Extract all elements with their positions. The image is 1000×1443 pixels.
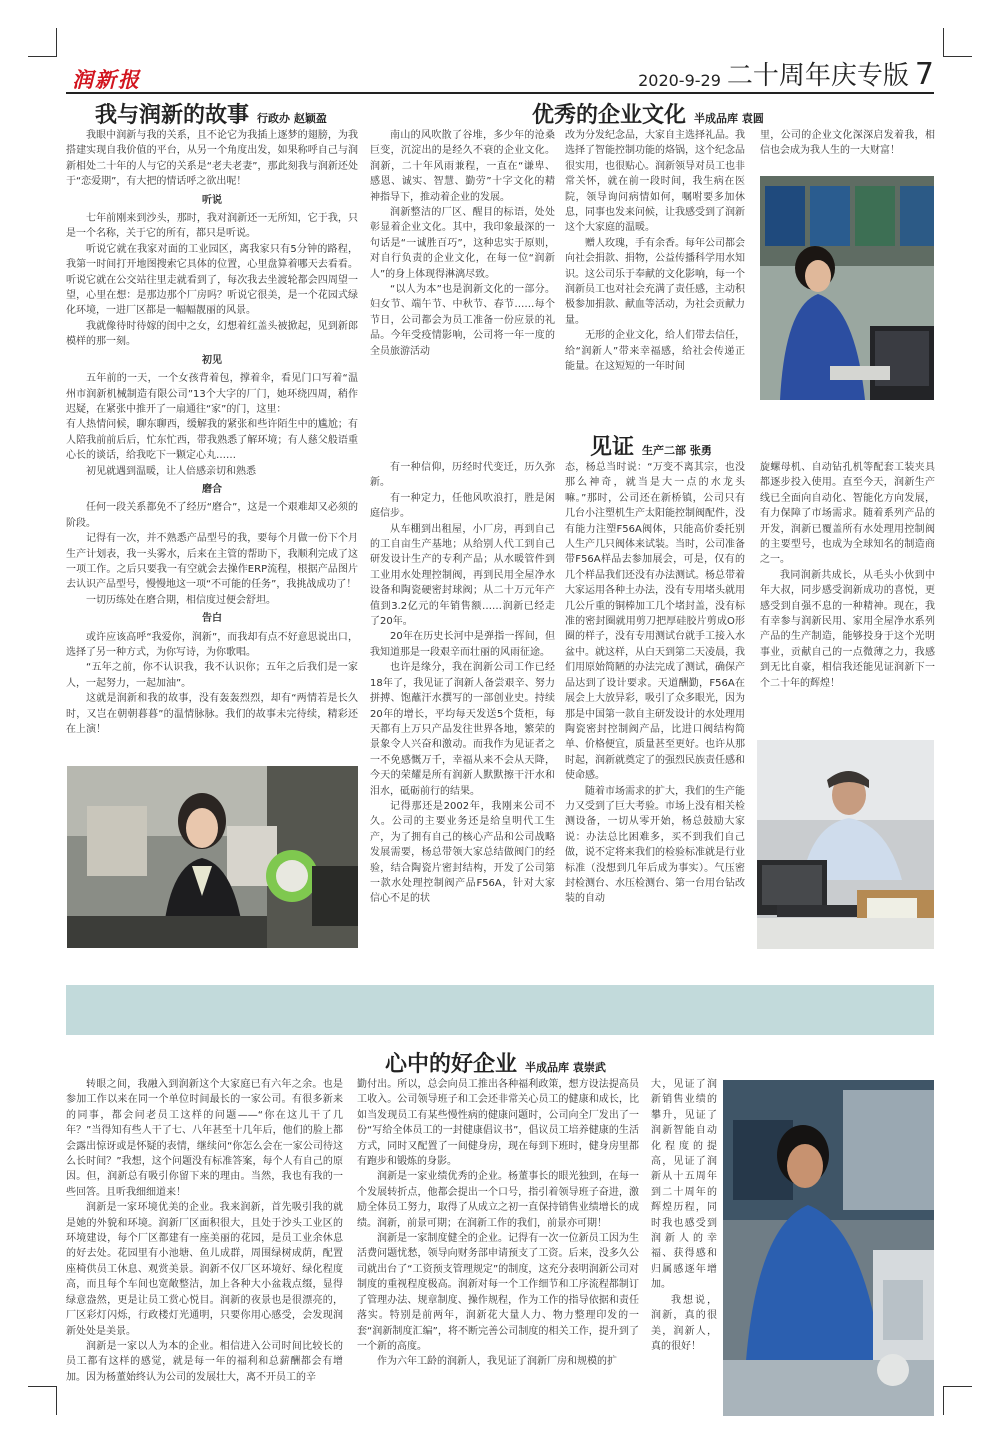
issue-title: 二十周年庆专版 [726,61,909,91]
article-witness-column-2 [565,460,745,970]
paragraph: 从车棚到出租屋，小厂房，再到自己的工自亩生产基地；从给别人代工到自己研发设计生产的专利产品；从水暖管件到工业用水处理控制阀，再到民用全屋净水设备和陶瓷硬密封球阀；从二十万元年产值到3.2亿元的年销售额……润新已经走了20年。 [370,523,555,628]
paragraph: 有一种定力，任他风吹浪打，胜是闲庭信步。 [370,492,555,520]
paragraph: 或许应该高呼“我爱你，润新”，而我却有点不好意思说出口，选择了另一种方式，为你写诗，为你歌唱。 [66,631,358,658]
paragraph: 七年前刚来到沙头，那时，我对润新还一无所知，它于我，只是一个名称，关于它的所有，都只是听说。 [66,213,358,240]
paragraph: 记得那还是2002年，我刚来公司不久。公司的主要业务还是给皇明代工生产，为了拥有自己的核心产品和公司战略发展需要，杨总带领大家总结做阀门的经验，结合陶瓷片密封结构，开发了公司第一款水处理控制阀产品F56A，针对大家信心不足的状 [370,800,555,905]
subheading: 听说 [202,194,222,206]
subheading: 磨合 [202,483,222,495]
subheading: 告白 [202,613,222,625]
article-title-text: 我与润新的故事 [95,103,250,128]
paragraph: 转眼之间，我融入到润新这个大家庭已有六年之余。也是参加工作以来在同一个单位时间最长的一家公司。有很多新来的同事，都会问老员工这样的问题——“你在这儿干了几年？”当得知有些人干了七、八年甚至十几年后，他们的脸上都会露出惊讶或是怀疑的表情，继续问“你怎么会在一家公司待这么长时间？”我想，这个问题没有标准答案，每个人有自己的原因。但，润新总有吸引你留下来的理由。当然，我也有我的一些回答。且听我细细道来！ [66,1079,343,1198]
article-culture-column-2 [565,128,745,398]
paragraph: 五年前的一天，一个女孩背着包，撑着伞，看见门口写着“温州市润新机械制造有限公司”13个大字的厂门，她环绕四周，稍作迟疑，在紧张中推开了一扇通往“家”的门，这里： [66,373,358,415]
worker-testing-valve-photo [723,1080,934,1416]
header-right [638,55,934,92]
article-byline: 行政办 赵颖盈 [257,112,327,125]
paragraph: 赠人玫瑰，手有余香。每年公司都会向社会捐款、捐物，公益传播科学用水知识。这公司乐于奉献的文化影响，每一个润新员工也对社会充满了责任感，主动积极参加捐款、献血等活动，为社会贡献力量。 [565,237,745,326]
paragraph: 我想说，润新，真的很美，润新人，真的很好！ [651,1294,717,1352]
subheading: 初见 [202,354,222,366]
paragraph: “以人为本”也是润新文化的一部分。妇女节、端午节、中秋节、春节……每个节日，公司都会为员工准备一份应景的礼品。今年受疫情影响，公司将一年一度的全员旅游活动 [370,284,555,357]
article-good-enterprise-column-3 [651,1077,717,1417]
article-title-text: 心中的好企业 [385,1052,518,1077]
paragraph: 态，杨总当时说：“万变不离其宗，也没那么神奇，就当是大一点的水龙头嘛。”那时，公司还在新桥镇，公司只有几台小注塑机生产太阳能控制阀配件，没有能力注塑F56A阀体，只能高价委托别人生产几只阀体来试装。当时，公司准备带F56A样品去参加展会，可是，仅有的几个样品我们还没有办法测试。杨总带着大家运用各种土办法，没有专用堵头就用几公斤重的铜棒加工几个堵封盖，没有标准的密封圈就用剪刀把厚硅胶片剪成O形圈的样子，没有专用测试台就手工接入水盆中。就这样，从白天到第二天凌晨，我们用原始简陋的办法完成了测试，确保产品达到了设计要求。天道酬勤，F56A在展会上大放异彩，吸引了众多眼光，因为那是中国第一款自主研发设计的水处理用陶瓷密封控制阀产品，比进口阀结构简单、价格便宜，质量甚至更好。也许从那时起，润新就奠定了的强烈民族责任感和使命感。 [565,462,745,782]
paragraph: 润新是一家制度健全的企业。记得有一次一位新员工因为生活费问题忧愁，领导向财务部申请预支了工资。后来，没多久公司就出台了“工资预支管理规定”的制度，这充分表明润新公司对制度的重视程度极高。润新对每一个工作细节和工序流程都制订了管理办法、规章制度、操作规程，作为工作的指导依据和责任落实。特别是前两年，润新花大量人力、物力整理印发的一套“润新制度汇编”，将不断完善公司制度的相关工作，提升到了一个新的高度。 [357,1233,639,1352]
crop-mark-top-left [28,28,57,57]
article-my-story-column [66,128,358,756]
article-title-text: 见证 [590,435,635,460]
paragraph: 初见就遇到温暖，让人倍感亲切和熟悉 [86,465,256,477]
crop-mark-top-right [943,28,972,57]
paragraph: “五年之前，你不认识我，我不认识你；五年之后我们是一家人，一起努力，一起加油”。 [66,662,358,689]
paragraph: 听说它就在我家对面的工业园区，离我家只有5分钟的路程，我第一时间打开地图搜索它具体的位置，心里盘算着哪天去看看。听说它就在公交站往里走就看到了，每次我去坐渡轮都会四周望一望，心里在想：是那边那个厂房吗？听说它很美，是一个花园式绿化环境，一进厂区都是一幅幅靓丽的风景。 [66,243,358,317]
paragraph: 润新是一家以人为本的企业。相信进入公司时间比较长的员工都有这样的感觉，就是每一年的福利和总薪酬都会有增加。因为杨董始终认为公司的发展壮大，离不开员工的辛 [66,1340,343,1383]
article-good-enterprise-column-1 [66,1077,343,1417]
paragraph: 一切历练处在磨合期，相信度过便会舒坦。 [86,594,276,606]
paragraph: 润新是一家环境优美的企业。我来润新，首先吸引我的就是她的外貌和环境。润新厂区面积很大，且处于沙头工业区的环境建设，每个厂区都建有一座美丽的花园，是员工业余休息的好去处。花园里有小池塘、鱼儿成群，周围绿树成荫，配置座椅供员工休息、观赏美景。润新不仅厂区环境好、绿化程度高，而且每个车间也宽敞整洁，加上各种大小盆栽点缀，显得绿意盎然，更是让员工赏心悦目。润新的夜景也是很漂亮的，厂区彩灯闪烁，行政楼灯光通明，只要你用心感受，会发现润新处处是美景。 [66,1202,343,1337]
woman-at-desk-photo [67,766,358,948]
paragraph: 润新是一家业绩优秀的企业。杨董事长的眼光独到，在每一个发展转折点，他都会提出一个口号，指引着领导班子奋进，激励全体员工努力，取得了从成立之初一直保持销售业绩增长的成绩。润新，前景可期；在润新工作的我们，前景亦可期！ [357,1171,639,1229]
section-divider-band [66,985,934,1035]
paragraph: 这就是润新和我的故事，没有轰轰烈烈，却有“两情若是长久时，又岂在朝朝暮暮”的温情脉脉。我们的故事未完待续，精彩还在上演！ [66,693,358,736]
paragraph: 有一种信仰，历经时代变迁，历久弥新。 [370,462,555,489]
article-title-text: 优秀的企业文化 [532,103,687,128]
page-number: 7 [914,57,934,92]
article-culture-column-1 [370,128,555,398]
article-good-enterprise-column-2 [357,1077,639,1417]
paragraph: 作为六年工龄的润新人，我见证了润新厂房和规模的扩 [377,1356,617,1368]
paragraph: 20年在历史长河中是弹指一挥间，但我知道那是一段艰辛而壮丽的风雨征途。 [370,631,555,658]
paragraph: 大，见证了润新销售业绩的攀升，见证了润新智能自动化程度的提高，见证了润新从十五周年到二十周年的辉煌历程，同时我也感受到润新人的幸福、获得感和归属感逐年增加。 [651,1079,717,1291]
article-title-corporate-culture [532,98,764,129]
article-byline: 生产二部 张勇 [642,444,712,457]
article-byline: 半成品库 袁圆 [694,112,764,125]
article-byline: 半成品库 袁崇武 [525,1061,606,1074]
paragraph: 南山的风吹散了谷堆，多少年的沧桑巨变，沉淀出的是经久不衰的企业文化。润新，二十年风雨兼程，一直在“谦卑、感恩、诚实、智慧、勤劳”十字文化的精神指导下，推动着企业的发展。 [370,130,555,203]
page-header [66,57,934,94]
article-witness-column-3 [760,460,935,722]
paragraph: 勤付出。所以，总会向员工推出各种福利政策，想方设法提高员工收入。公司领导班子和工会还非常关心员工的健康和成长，比如当发现员工有某些慢性病的健康问题时，公司向全厂发出了一份“写给全体员工的一封健康倡议书”，倡议员工培养健康的生活方式，同时又配置了一间健身房，现在每到下班时，健身房里都有跑步和锻炼的身影。 [357,1079,639,1168]
paragraph: 任何一段关系都免不了经历“磨合”，这是一个艰难却又必须的阶段。 [66,502,358,529]
paragraph: 我眼中润新与我的关系，且不论它为我插上逐梦的翅膀，为我搭建实现自我价值的平台，从另一个角度出发，如果称呼自己与润新相处二十年的人与它的关系是“老夫老妻”，那此刻我与润新还处于“恋爱期”，有大把的情话呼之欲出呢！ [66,130,358,188]
paragraph: 也许是缘分，我在润新公司工作已经18年了，我见证了润新人备尝艰辛、努力拼搏、饱蘸汗水撰写的一部创业史。持续20年的增长，平均每天发送5个货柜，每天都有上万只产品发往世界各地，繁荣的景象令人兴奋和激动。而我作为见证者之一不免感慨万千，幸福从来不会从天降，今天的荣耀是所有润新人默默擦干汗水和泪水，砥砺前行的结果。 [370,662,555,797]
paragraph: 随着市场需求的扩大，我们的生产能力又受到了巨大考验。市场上没有相关检测设备，一切从零开始，杨总鼓励大家说：办法总比困难多，买不到我们自己做，说不定将来我们的检验标准就是行业标准（没想到几年后成为事实）。气压密封检测台、水压检测台、第一台用台钻改装的自动 [565,785,745,905]
issue-date: 2020-9-29 [638,71,721,90]
paragraph: 改为分发纪念品，大家自主选择礼品。我选择了智能控制功能的烙锅，这个纪念品很实用，也很贴心。润新领导对员工也非常关怀，就在前一段时间，我生病在医院，领导询问病情如何，嘱咐要多加休息，同事也发来问候，让我感受到了润新这个大家庭的温暖。 [565,130,745,234]
article-title-witness [590,430,712,461]
paragraph: 无形的企业文化，给人们带去信任，给“润新人”带来幸福感，给社会传递正能量。在这短短的一年时间 [565,330,745,373]
article-title-my-story [95,98,327,129]
paragraph: 记得有一次，并不熟悉产品型号的我，要每个月做一份下个月生产计划表，我一头雾水，后来在主管的帮助下，我顺利完成了这一项工作。之后只要我一有空就会去操作ERP流程，根据产品图片去认识产品型号，慢慢地这一项“不可能的任务”，我挑战成功了！ [66,533,358,591]
paragraph: 我就像待时待嫁的闺中之女，幻想着红盖头被掀起，见到新郎模样的那一刻。 [66,320,358,348]
paragraph: 我同润新共成长，从毛头小伙到中年大叔，同步感受润新成功的喜悦，更感受到自强不息的一种精神。现在，我有幸参与润新民用、家用全屋净水系列产品的生产制造，能够投身于这个光明事业，贡献自己的一点微薄之力，我感到无比自豪，相信我还能见证润新下一个二十年的辉煌！ [760,569,935,689]
newspaper-logo: 润新报 [72,67,141,92]
paragraph: 旋螺母机、自动钻孔机等配套工装夹具都逐步投入使用。直至今天，润新生产线已全面向自动化、智能化方向发展，有力保障了市场需求。随着系列产品的开发，润新已覆盖所有水处理用控制阀的主要型号，也成为全球知名的制造商之一。 [760,462,935,566]
paragraph: 润新整洁的厂区、醒目的标语，处处彰显着企业文化。其中，我印象最深的一句话是“一诚胜百巧”，这种忠实于原则，对自行负责的企业文化，在每一位“润新人”的身上体现得淋漓尽致。 [370,207,555,280]
article-culture-column-3 [760,128,935,168]
man-at-computer-photo [757,740,934,949]
article-witness-column-1 [370,460,555,970]
crop-mark-bottom-left [28,1386,57,1415]
paragraph: 里，公司的企业文化深深启发着我，相信也会成为我人生的一大财富！ [760,130,935,157]
crop-mark-bottom-right [943,1386,972,1415]
woman-at-computer-photo [760,176,934,400]
paragraph: 有人热情问候，聊东聊西，缓解我的紧张和些许陌生中的尴尬；有人陪我前前后后，忙东忙西，带我熟悉了解环境；有人慈父般语重心长的谈话，给我吃下一颗定心丸…… [66,419,358,462]
article-title-good-enterprise [385,1047,606,1078]
